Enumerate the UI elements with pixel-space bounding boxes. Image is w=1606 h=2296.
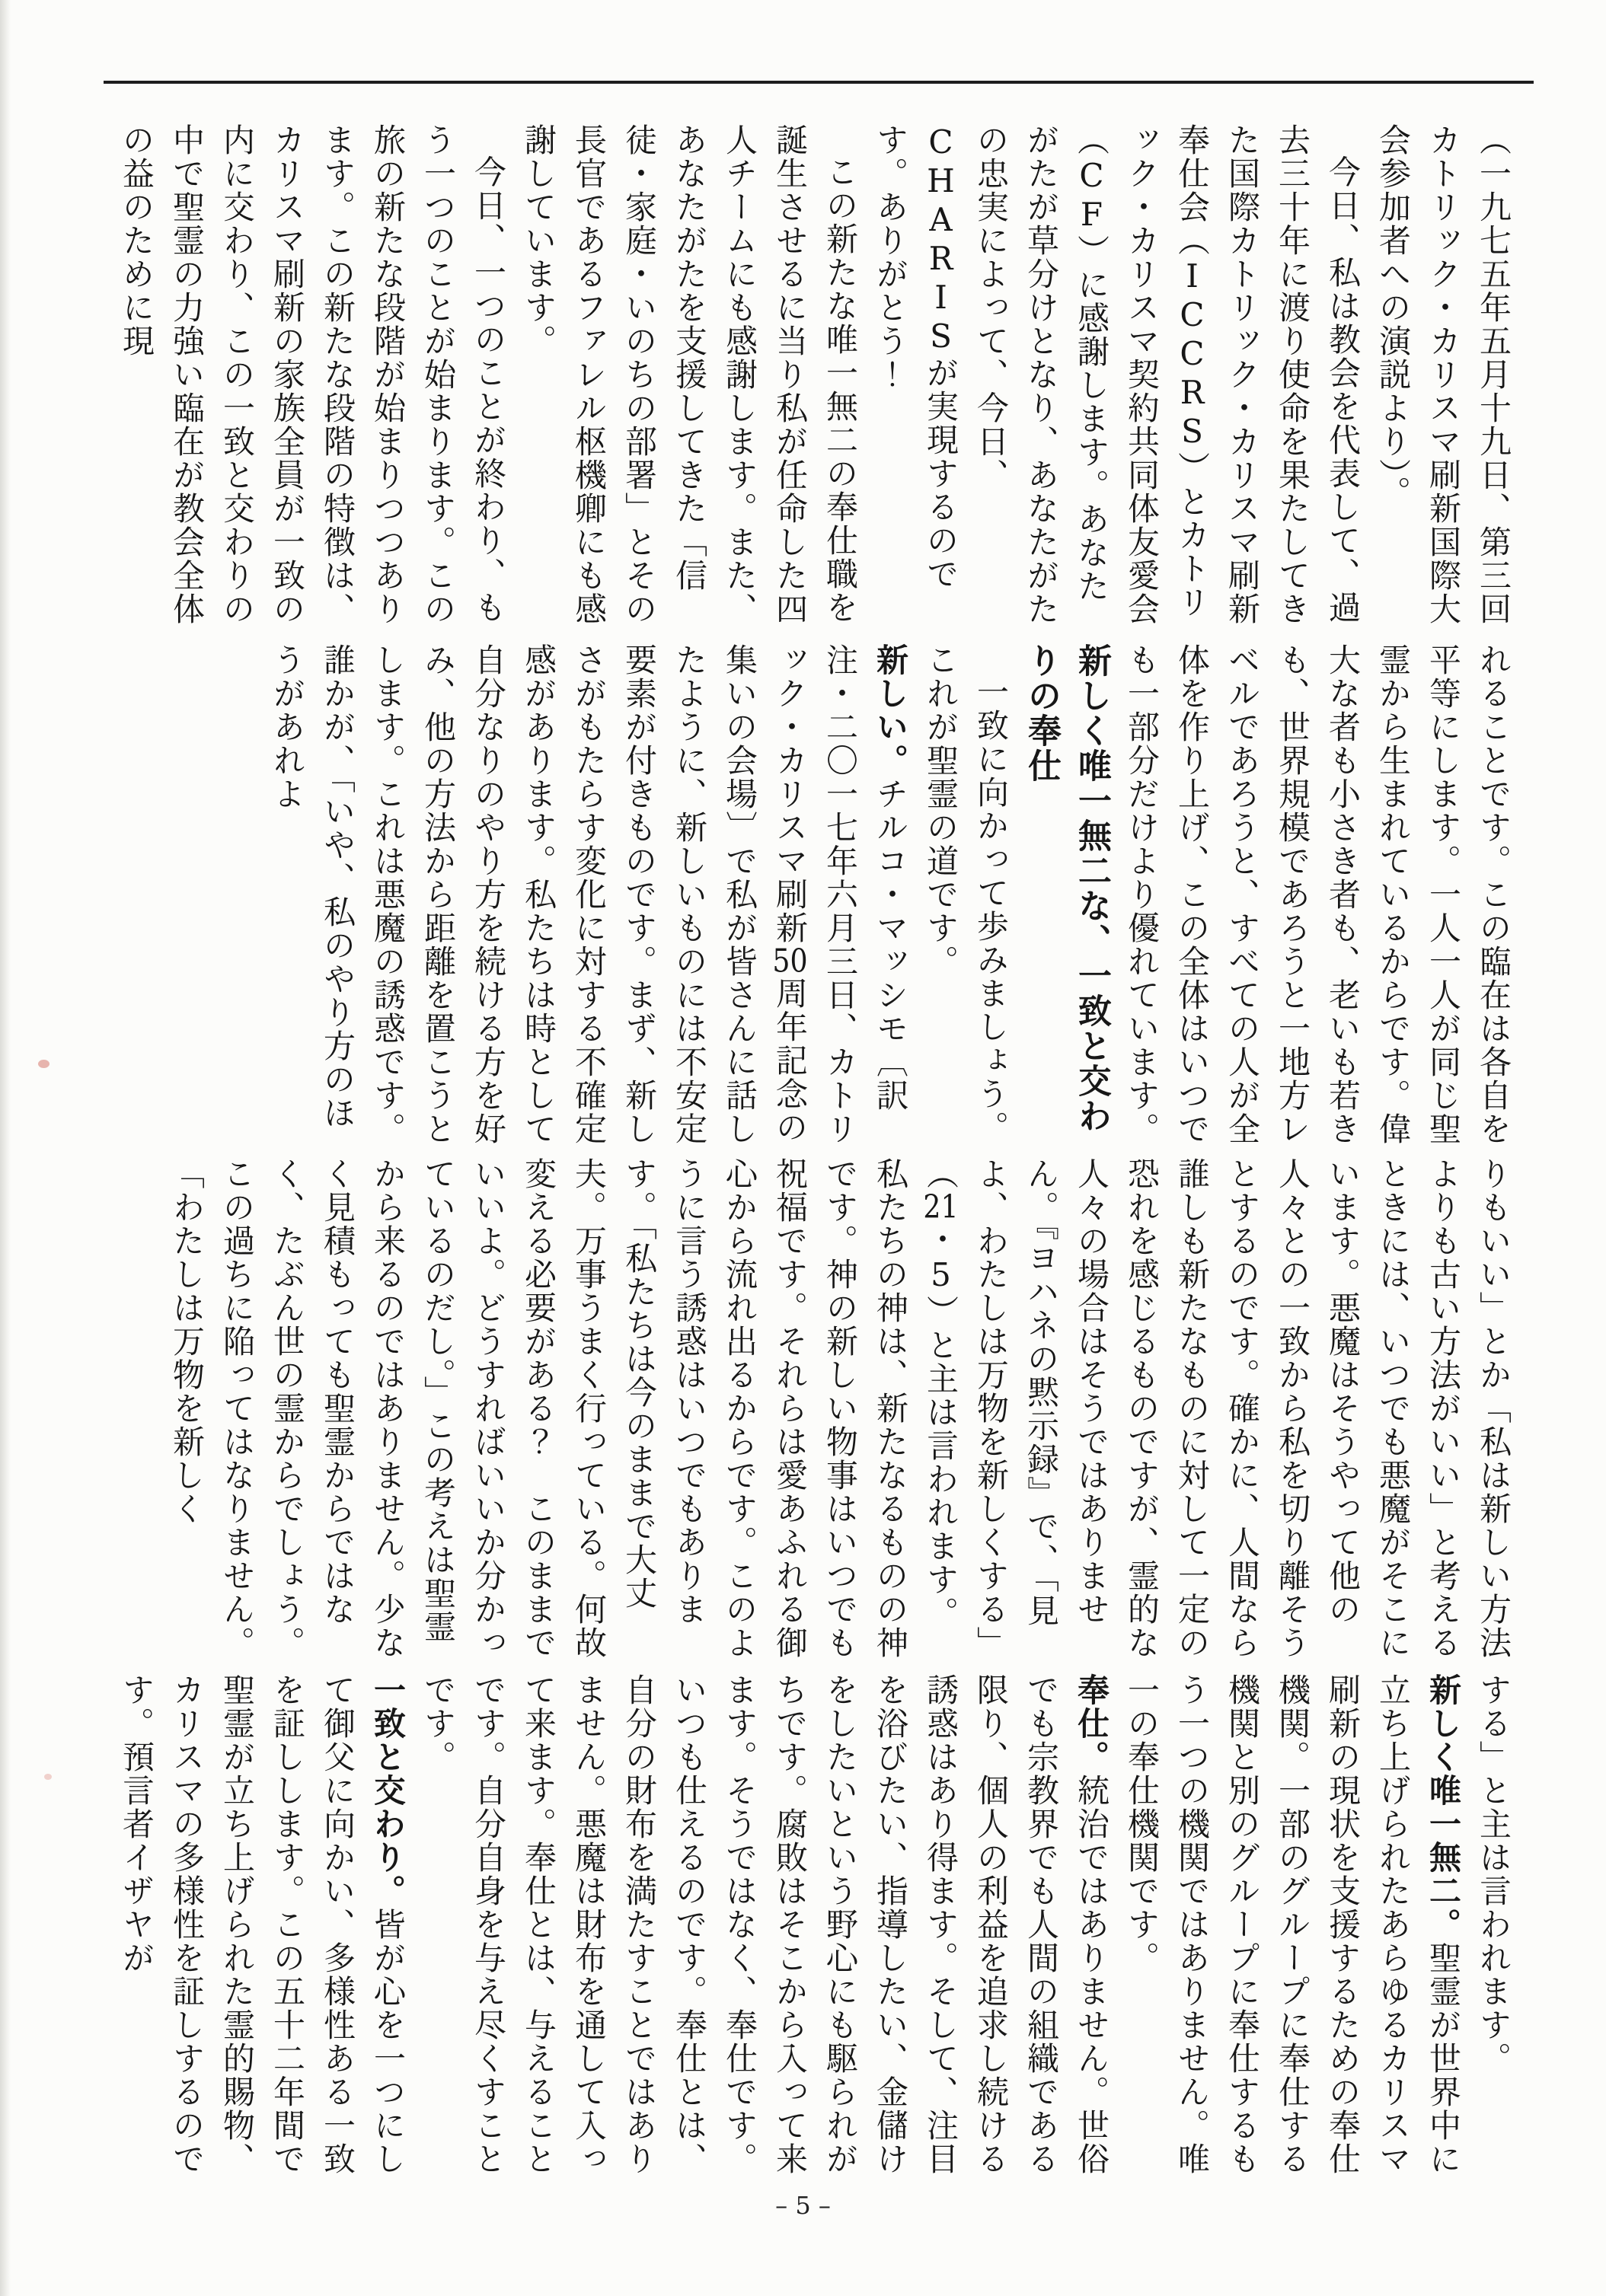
- text-segment: 聖霊が世界中に立ち上げられたあらゆるカリスマ刷新の現状を支援するための奉仕機関。一部のグループに奉仕する機関と別のグループに奉仕するもう一つの機関ではありません。唯一の奉仕機関です。: [1123, 1673, 1462, 2176]
- text-band-3: [93, 1157, 1518, 1660]
- text-segment: 統治ではありません。世俗でも宗教界でも人間の組織である限り、個人の利益を追求し続ける誘惑はあり得ます。そして、注目を浴びたい、指導したい、金儲けをしたいという野心にも駆られがちです。腐敗はそこから入って来ます。そうではなく、奉仕です。いつも仕えるのです。奉仕とは、自分の財布を満たすことではありません。悪魔は財布を通して入って来ます。奉仕とは、与えることです。自分自身を与え尽くすことです。: [420, 1673, 1110, 2176]
- paragraph: [161, 1157, 1518, 1660]
- paragraph: [262, 643, 915, 1146]
- text-segment: 今日、一つのことが終わり、もう一つのことが始まります。この旅の新たな段階が始まりつつあります。この新たな段階の特徴は、カリスマ刷新の家族全員が一致の内に交わり、この一致と交わりの中で聖霊の力強い臨在が教会全体の益のために現: [118, 123, 507, 626]
- text-segment: する」と主は言われます。: [1475, 1673, 1512, 2075]
- bold-lead-text: 奉仕。: [1073, 1673, 1110, 1774]
- section-heading: [1016, 643, 1116, 1146]
- text-segment: 新しく唯一無二な、一致と交わりの奉仕: [1022, 643, 1111, 1134]
- text-segment: りもいい」とか「私は新しい方法よりも古い方法がいい」と考えるときには、いつでも悪魔がそこにいます。悪魔はそうやって他の人々との一致から私を切り離そうとするのです。確かに、人間なら誰しも新たなものに対して一定の恐れを感じるものですが、霊的な人々の場合はそうではありません。『ヨハネの黙示録』で、「見よ、わたしは万物を新しくする」（: [922, 1157, 1512, 1660]
- paragraph: [1116, 1673, 1468, 2176]
- bold-lead-text: 新しく唯一無二。: [1425, 1673, 1462, 1941]
- horizontal-in-vertical-number: 50: [772, 945, 808, 977]
- paragraph: [915, 643, 1016, 1146]
- paragraph: [1116, 643, 1518, 1146]
- bold-lead-text: 新しい。: [872, 643, 909, 777]
- text-segment: れることです。この臨在は各自を平等にします。一人一人が同じ聖霊から生まれているからです。偉大な者も小さき者も、老いも若きも、世界規模であろうと一地方レベルであろうと、すべての人が全体を作り上げ、この全体はいつでも一部分だけより優れています。: [1123, 643, 1512, 1146]
- paragraph: [413, 1673, 1116, 2176]
- scan-speck: [44, 1774, 52, 1780]
- paragraph: [111, 123, 513, 626]
- paragraph: [865, 123, 1368, 626]
- text-segment: 皆が心を一つにして御父に向かい、多様性ある一致を証しします。この五十二年間で聖霊が立ち上げられた霊的賜物、カリスマの多様性を証しするのです。預言者イザヤが: [118, 1673, 407, 2176]
- horizontal-in-vertical-number: 21: [923, 1191, 959, 1223]
- text-segment: 周年記念の集いの会場〕で私が皆さんに話したように、新しいものには不安定要素が付きものです。まず、新しさがもたらす変化に対する不確定感があります。私たちは時として自分なりのやり方を続ける方を好み、他の方法から距離を置こうとします。これは悪魔の誘惑です。誰かが、「いや、私のやり方のほうがあれよ: [269, 643, 809, 1146]
- text-segment: 今日、私は教会を代表して、過去三十年に渡り使命を果たしてきた国際カトリック・カリスマ刷新奉仕会（ICCRS）とカトリック・カリスマ契約共同体友愛会（CF）に感謝します。あなたがたが草分けとなり、あなたがたの忠実によって、今日、CHARISが実現するのです。ありがとう！: [872, 123, 1362, 626]
- text-segment: この新たな唯一無二の奉仕職を誕生させるに当り私が任命した四人チームにも感謝します。また、あなたがたを支援してきた「信徒・家庭・いのちの部署」とその長官であるファレル枢機卿にも感謝しています。: [520, 123, 859, 626]
- bold-lead-text: 一致と交わり。: [369, 1673, 407, 1908]
- text-band-2: [93, 643, 1518, 1146]
- page-number: – 5 –: [775, 2191, 831, 2220]
- text-segment: （一九七五年五月十九日、第三回カトリック・カリスマ刷新国際大会参加者への演説より）。: [1375, 123, 1512, 626]
- paragraph: [1368, 123, 1518, 626]
- paragraph: [513, 123, 865, 626]
- text-segment: チルコ・マッシモ〔訳注・二〇一七年六月三日、カトリック・カリスマ刷新: [771, 643, 909, 1146]
- paragraph: [1468, 1673, 1518, 2176]
- header-rule: [104, 81, 1534, 84]
- text-segment: 一致に向かって歩みましょう。これが聖霊の道です。: [922, 643, 1010, 1144]
- text-band-1: [93, 123, 1518, 626]
- paragraph: [111, 1673, 413, 2176]
- text-band-4: [93, 1673, 1518, 2176]
- text-segment: ・5）と主は言われます。私たちの神は、新たなるものの神です。神の新しい物事はいつでも祝福です。それらは愛あふれる御心から流れ出るからです。このように言う誘惑はいつでもあります。「私たちは今のままで大丈夫。万事うまく行っている。何故変える必要がある？ このままでいいよ。どうすればいいか分かっているのだし。」この考えは聖霊から来るのではありません。少なく見積もっても聖霊からではなく、たぶん世の霊からでしょう。この過ちに陥ってはなりません。「わたしは万物を新しく: [168, 1157, 959, 1660]
- scan-speck: [38, 1060, 49, 1068]
- scan-edge-shadow: [0, 0, 11, 2296]
